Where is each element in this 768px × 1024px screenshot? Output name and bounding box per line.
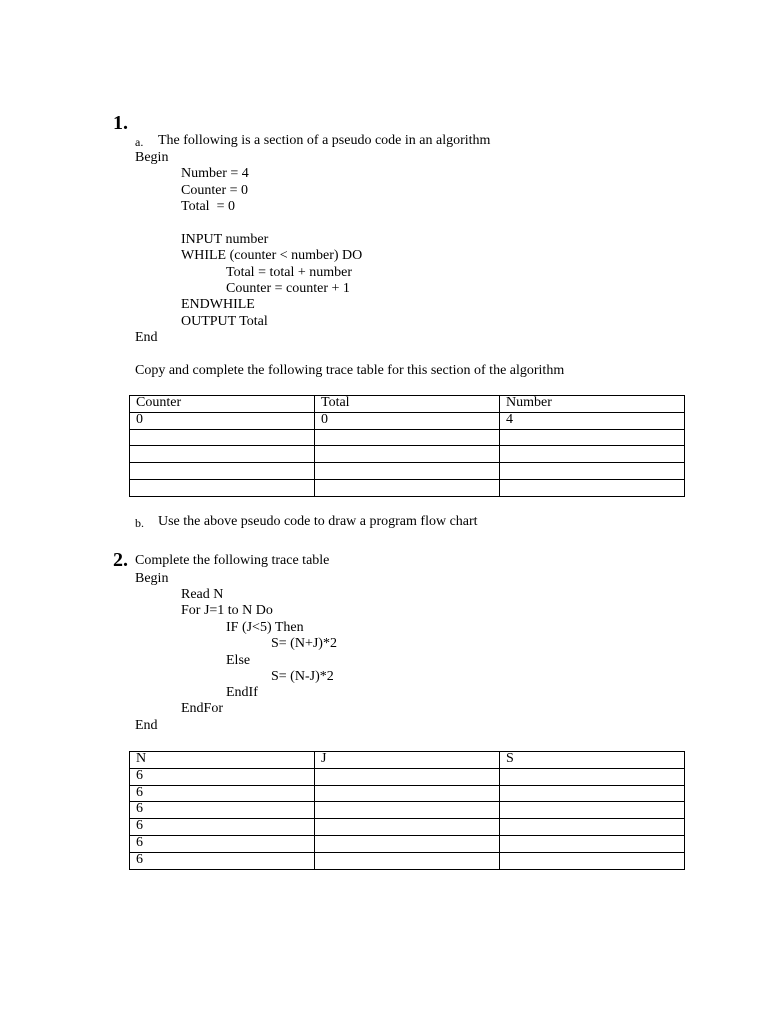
part-b-label: b. bbox=[135, 516, 144, 530]
table-row bbox=[130, 852, 685, 869]
table-cell bbox=[315, 852, 500, 869]
code-line: EndFor bbox=[181, 701, 223, 716]
table-cell bbox=[500, 785, 685, 802]
code-line: Total = total + number bbox=[226, 265, 353, 280]
question-1-number: 1. bbox=[113, 112, 128, 134]
table-cell: 6 bbox=[130, 802, 315, 819]
question-2-instruction: Complete the following trace table bbox=[135, 553, 330, 568]
table-row bbox=[130, 446, 685, 463]
table-cell bbox=[500, 429, 685, 446]
trace-table-1-instruction: Copy and complete the following trace table for this section of the algorithm bbox=[135, 363, 565, 378]
table-cell bbox=[500, 479, 685, 496]
table-cell: 6 bbox=[130, 768, 315, 785]
table-cell bbox=[500, 802, 685, 819]
table-row bbox=[130, 785, 685, 802]
code-line: IF (J<5) Then bbox=[226, 620, 304, 635]
column-header: J bbox=[315, 752, 500, 769]
table-row bbox=[130, 768, 685, 785]
table-cell bbox=[500, 768, 685, 785]
table-row bbox=[130, 819, 685, 836]
table-cell bbox=[315, 835, 500, 852]
table-cell bbox=[130, 446, 315, 463]
question-2-number: 2. bbox=[113, 549, 128, 571]
table-cell bbox=[130, 463, 315, 480]
trace-table-1 bbox=[129, 395, 685, 497]
code-line: INPUT number bbox=[181, 232, 269, 247]
code-line: EndIf bbox=[226, 685, 258, 700]
part-a-text: The following is a section of a pseudo code in an algorithm bbox=[158, 133, 491, 148]
table-row bbox=[130, 479, 685, 496]
table-cell: 0 bbox=[130, 412, 315, 429]
code-line: WHILE (counter < number) DO bbox=[181, 248, 363, 263]
part-b-text: Use the above pseudo code to draw a program flow chart bbox=[158, 514, 478, 529]
code-line: Counter = 0 bbox=[181, 183, 248, 198]
trace-table-2 bbox=[129, 751, 685, 870]
code-line: S= (N-J)*2 bbox=[271, 669, 334, 684]
code-line: Begin bbox=[135, 150, 169, 165]
table-cell: 4 bbox=[500, 412, 685, 429]
table-cell bbox=[500, 835, 685, 852]
code-line: Counter = counter + 1 bbox=[226, 281, 350, 296]
table-cell bbox=[500, 852, 685, 869]
table-cell: 0 bbox=[315, 412, 500, 429]
table-row bbox=[130, 412, 685, 429]
table-header-row bbox=[130, 396, 685, 413]
table-row bbox=[130, 835, 685, 852]
code-line: Total = 0 bbox=[181, 199, 235, 214]
table-cell bbox=[130, 429, 315, 446]
code-line: S= (N+J)*2 bbox=[271, 636, 337, 651]
table-row bbox=[130, 429, 685, 446]
code-line: For J=1 to N Do bbox=[181, 603, 273, 618]
table-cell: 6 bbox=[130, 785, 315, 802]
table-cell bbox=[130, 479, 315, 496]
column-header: N bbox=[130, 752, 315, 769]
code-line: Else bbox=[226, 653, 251, 668]
table-cell bbox=[315, 785, 500, 802]
part-a-label: a. bbox=[135, 135, 144, 149]
table-cell bbox=[315, 446, 500, 463]
code-line: ENDWHILE bbox=[181, 297, 255, 312]
table-cell bbox=[315, 429, 500, 446]
table-cell bbox=[315, 802, 500, 819]
code-line: OUTPUT Total bbox=[181, 314, 268, 329]
table-cell bbox=[315, 819, 500, 836]
code-line: Begin bbox=[135, 571, 169, 586]
table-cell bbox=[315, 768, 500, 785]
code-line: End bbox=[135, 330, 158, 345]
table-cell bbox=[500, 446, 685, 463]
column-header: Number bbox=[500, 396, 685, 413]
code-line: Read N bbox=[181, 587, 224, 602]
code-line: Number = 4 bbox=[181, 166, 249, 181]
table-row bbox=[130, 463, 685, 480]
column-header: Total bbox=[315, 396, 500, 413]
table-cell: 6 bbox=[130, 835, 315, 852]
column-header: Counter bbox=[130, 396, 315, 413]
table-row bbox=[130, 802, 685, 819]
table-header-row bbox=[130, 752, 685, 769]
table-cell bbox=[500, 819, 685, 836]
column-header: S bbox=[500, 752, 685, 769]
table-cell: 6 bbox=[130, 852, 315, 869]
table-cell bbox=[315, 463, 500, 480]
table-cell bbox=[500, 463, 685, 480]
table-cell: 6 bbox=[130, 819, 315, 836]
table-cell bbox=[315, 479, 500, 496]
code-line: End bbox=[135, 718, 158, 733]
